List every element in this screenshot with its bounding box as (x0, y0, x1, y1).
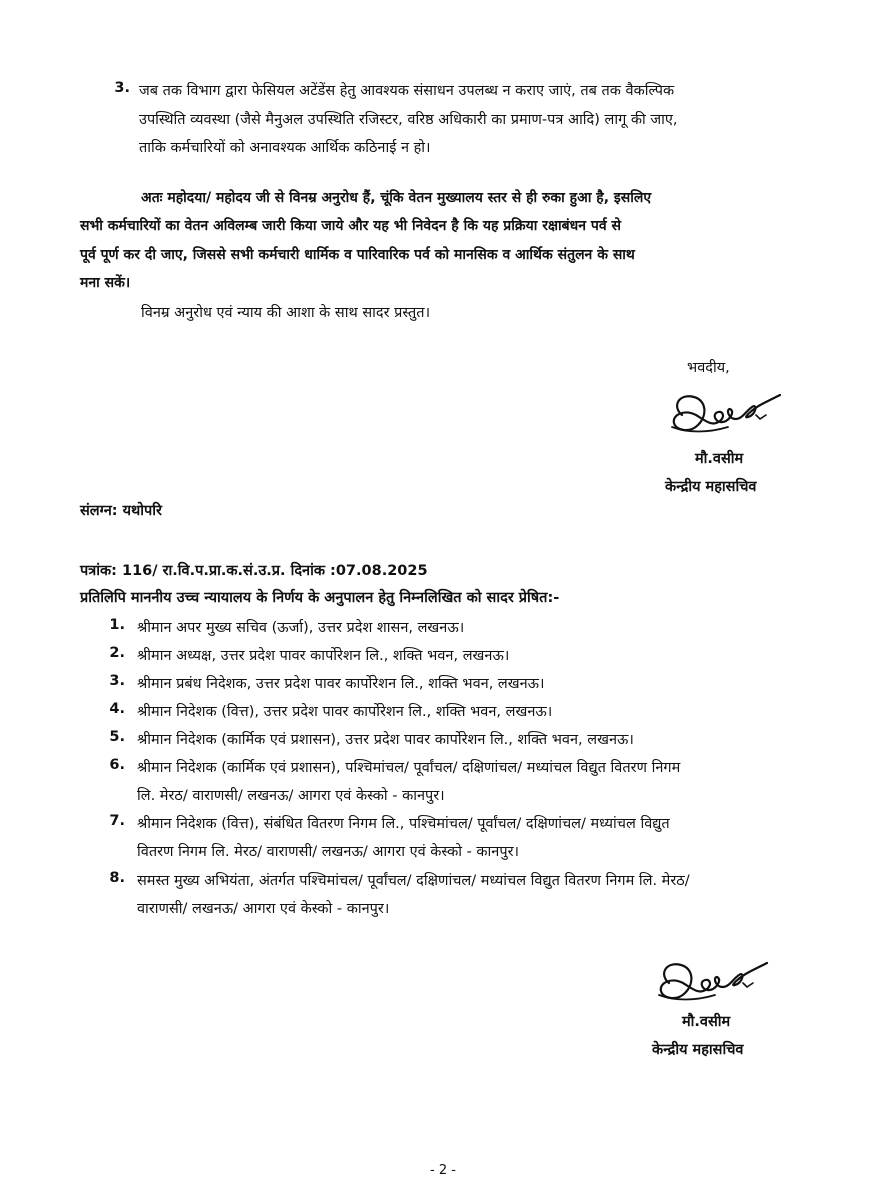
request-line-3: पूर्व पूर्ण कर दी जाए, जिससे सभी कर्मचारी धार्मिक व पारिवारिक पर्व को मानसिक व आर्थिक संतुलन के साथ (80, 247, 635, 263)
signature-2 (655, 955, 775, 1013)
signatory-name-1: मौ.वसीम (695, 451, 744, 467)
copy-heading: प्रतिलिपि माननीय उच्च न्यायालय के निर्णय के अनुपालन हेतु निम्नलिखित को सादर प्रेषित:- (80, 590, 560, 606)
copy-item-number: 6. (109, 757, 125, 773)
enclosure: संलग्न: यथोपरि (80, 503, 162, 519)
copy-item-text: समस्त मुख्य अभियंता, अंतर्गत पश्चिमांचल/ पूर्वांचल/ दक्षिणांचल/ मध्यांचल विद्युत वितरण निगम लि. मेरठ/ (137, 873, 690, 889)
copy-item-text: श्रीमान निदेशक (कार्मिक एवं प्रशासन), पश्चिमांचल/ पूर्वांचल/ दक्षिणांचल/ मध्यांचल विद्युत वितरण निगम (137, 760, 681, 776)
signatory-designation-1: केन्द्रीय महासचिव (665, 479, 757, 495)
letter-reference: पत्रांक: 116/ रा.वि.प.प्रा.क.सं.उ.प्र. दिनांक :07.08.2025 (80, 563, 428, 579)
copy-item-number: 5. (109, 729, 125, 745)
signatory-name-2: मौ.वसीम (682, 1014, 731, 1030)
point-3-line-2: उपस्थिति व्यवस्था (जैसे मैनुअल उपस्थिति रजिस्टर, वरिष्ठ अधिकारी का प्रमाण-पत्र आदि) लागू की जाए, (139, 112, 678, 128)
copy-item-text: श्रीमान निदेशक (कार्मिक एवं प्रशासन), उत्तर प्रदेश पावर कार्पोरेशन लि., शक्ति भवन, लखनऊ। (137, 732, 634, 748)
point-3-line-3: ताकि कर्मचारियों को अनावश्यक आर्थिक कठिनाई न हो। (139, 140, 431, 156)
request-line-1: अतः महोदया/ महोदय जी से विनम्र अनुरोध हैं, चूंकि वेतन मुख्यालय स्तर से ही रुका हुआ है, इसलिए (141, 190, 652, 206)
copy-item-text: श्रीमान अपर मुख्य सचिव (ऊर्जा), उत्तर प्रदेश शासन, लखनऊ। (137, 620, 465, 636)
copy-item-number: 4. (109, 701, 125, 717)
copy-item-number: 8. (109, 870, 125, 886)
copy-item-text: वाराणसी/ लखनऊ/ आगरा एवं केस्को - कानपुर। (137, 901, 390, 917)
signature-1 (668, 385, 788, 447)
salutation: भवदीय, (687, 360, 730, 376)
copy-item-text: लि. मेरठ/ वाराणसी/ लखनऊ/ आगरा एवं केस्को - कानपुर। (137, 788, 445, 804)
point-3-number: 3. (114, 80, 130, 96)
copy-item-number: 3. (109, 673, 125, 689)
copy-item-number: 2. (109, 645, 125, 661)
page-number: - 2 - (430, 1163, 456, 1178)
copy-item-text: श्रीमान निदेशक (वित्त), उत्तर प्रदेश पावर कार्पोरेशन लि., शक्ति भवन, लखनऊ। (137, 704, 553, 720)
copy-item-number: 7. (109, 813, 125, 829)
point-3-line-1: जब तक विभाग द्वारा फेसियल अटेंडेंस हेतु आवश्यक संसाधन उपलब्ध न कराए जाएं, तब तक वैकल्पिक (139, 83, 675, 99)
request-line-2: सभी कर्मचारियों का वेतन अविलम्ब जारी किया जाये और यह भी निवेदन है कि यह प्रक्रिया रक्षाबंधन पर्व से (80, 218, 621, 234)
request-closing: विनम्र अनुरोध एवं न्याय की आशा के साथ सादर प्रस्तुत। (141, 305, 431, 321)
copy-item-text: श्रीमान प्रबंध निदेशक, उत्तर प्रदेश पावर कार्पोरेशन लि., शक्ति भवन, लखनऊ। (137, 676, 545, 692)
copy-item-text: श्रीमान निदेशक (वित्त), संबंधित वितरण निगम लि., पश्चिमांचल/ पूर्वांचल/ दक्षिणांचल/ मध्यांचल विद्युत (137, 816, 670, 832)
request-line-4: मना सकें। (80, 275, 131, 291)
copy-item-text: वितरण निगम लि. मेरठ/ वाराणसी/ लखनऊ/ आगरा एवं केस्को - कानपुर। (137, 844, 520, 860)
signatory-designation-2: केन्द्रीय महासचिव (652, 1042, 744, 1058)
copy-item-text: श्रीमान अध्यक्ष, उत्तर प्रदेश पावर कार्पोरेशन लि., शक्ति भवन, लखनऊ। (137, 648, 510, 664)
copy-item-number: 1. (109, 617, 125, 633)
